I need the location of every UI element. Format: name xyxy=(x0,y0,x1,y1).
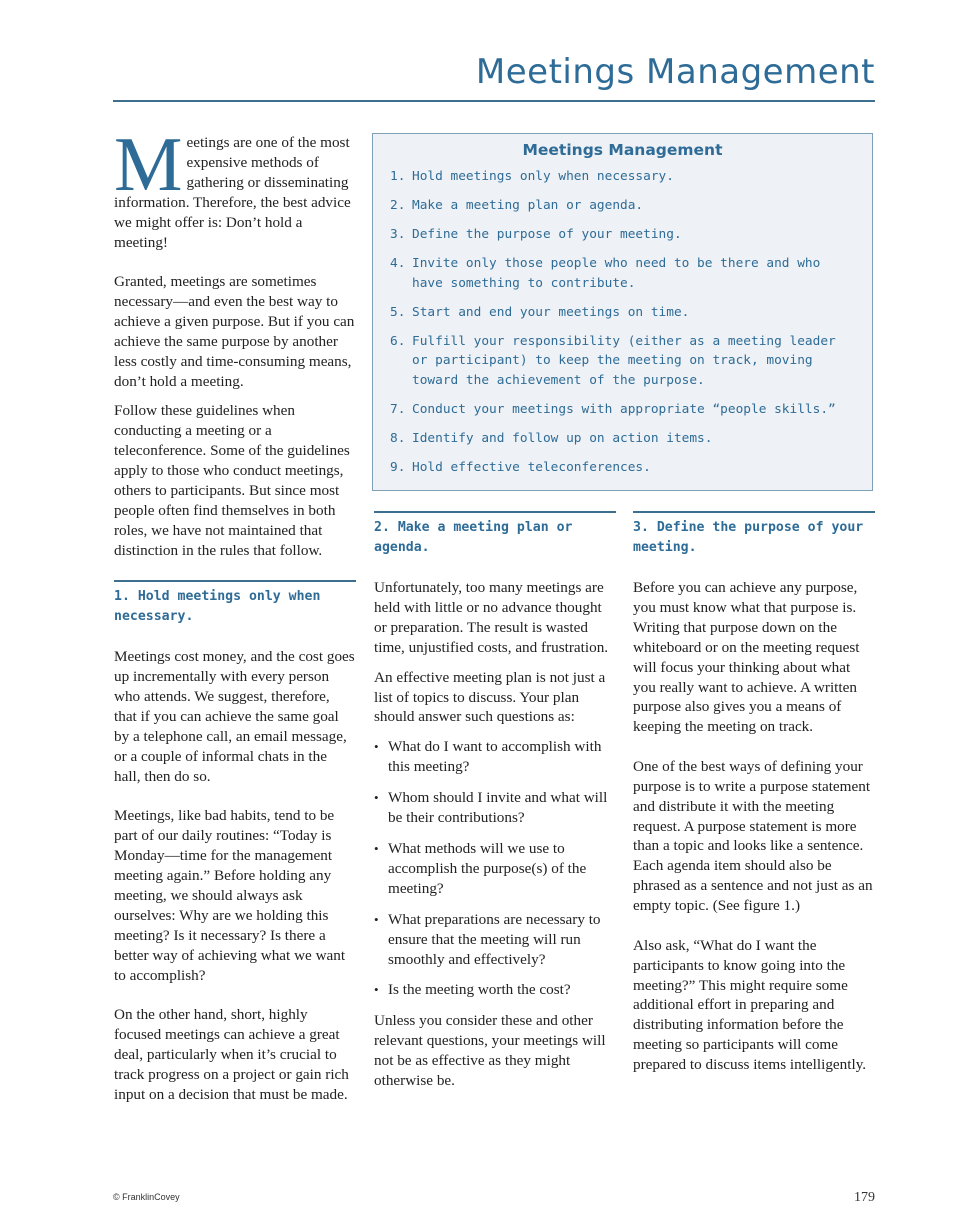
section-1-paragraph: Meetings, like bad habits, tend to be part of our daily routines: “Today is Monday—time for the management meeting again.” Before holding any meeting, we should always ask ourselves: Why are we holding this meeting? Is it necessary? Is there a better way of achieving what we want to accomplish? xyxy=(114,807,346,984)
question-list-item: • Is the meeting worth the cost? xyxy=(374,980,616,1000)
item-number: 9. xyxy=(390,459,406,475)
item-text: Start and end your meetings on time. xyxy=(412,304,690,320)
summary-list-item xyxy=(390,458,858,478)
intro-paragraph-3: Follow these guidelines when conducting a meeting or a teleconference. Some of the guidelines apply to those who conduct meetings, others to participants. But since most people often find themselves in both roles, we have not maintained that distinction in the rules that follow. xyxy=(114,402,350,559)
summary-list-item xyxy=(390,303,858,323)
section-3-paragraph: One of the best ways of defining your purpose is to write a purpose statement and distribute it with the meeting request. A purpose statement is more than a topic and looks like a sentence. Each agenda item should also be phrased as a sentence and not just as an empty topic. (See figure 1.) xyxy=(633,757,873,915)
drop-cap: M xyxy=(114,121,183,207)
item-text: Hold meetings only when necessary. xyxy=(412,169,674,184)
page-number: 179 xyxy=(854,1190,875,1205)
summary-box-title: Meetings Management xyxy=(522,141,723,159)
item-number: 1. xyxy=(390,169,406,184)
footer-brand: © FranklinCovey xyxy=(113,1192,180,1202)
section-3-paragraph: Before you can achieve any purpose, you must know what that purpose is. Writing that purpose down on the whiteboard or on the meeting request will focus your thinking about what you really want to achieve. A written purpose also gives you a means of keeping the meeting on track. xyxy=(633,579,860,736)
summary-list-item xyxy=(390,254,858,293)
intro-paragraph-2: Granted, meetings are sometimes necessary—and even the best way to achieve a given purpose. But if you can achieve the same purpose by another less costly and time-consuming means, don’t hold a meeting. xyxy=(114,273,355,390)
section-1-paragraph: Meetings cost money, and the cost goes up incrementally with every person who attends. We suggest, therefore, that if you can achieve the same goal by a telephone call, an email message, or a couple of informal chats in the hall, then do so. xyxy=(114,648,355,785)
section-2-paragraph: Unfortunately, too many meetings are held with little or no advance thought or preparation. The result is wasted time, unjustified costs, and frustration. xyxy=(374,579,609,656)
item-number: 5. xyxy=(390,304,406,320)
section-3-paragraph: Also ask, “What do I want the participants to know going into the meeting?” This might require some additional effort in preparing and distributing information before the meeting so participants will come prepared to discuss items intelligently. xyxy=(633,936,867,1074)
summary-list xyxy=(373,167,872,477)
question-list-item: • What preparations are necessary to ensure that the meeting will run smoothly and effectively? xyxy=(374,910,616,970)
section-3-heading: 3. Define the purpose of your meeting. xyxy=(633,511,875,558)
section-2-heading: 2. Make a meeting plan or agenda. xyxy=(374,511,616,558)
column-middle xyxy=(374,511,616,1111)
summary-list-item xyxy=(390,400,858,420)
page-title: Meetings Management xyxy=(475,52,875,92)
section-1-paragraph: On the other hand, short, highly focused meetings can achieve a great deal, particularly when it’s crucial to track progress on a project or gain rich input on a decision that must be made. xyxy=(114,1006,349,1103)
question-list-item: • What do I want to accomplish with this meeting? xyxy=(374,737,616,777)
intro-paragraph xyxy=(114,121,356,252)
summary-list-item xyxy=(390,196,858,216)
item-number: 7. xyxy=(390,401,406,417)
summary-list-item xyxy=(390,332,858,391)
summary-list-item xyxy=(390,167,858,187)
item-text: Invite only those people who need to be there and who have something to contribute. xyxy=(412,255,821,291)
item-number: 4. xyxy=(390,255,406,271)
item-text: Make a meeting plan or agenda. xyxy=(412,197,644,213)
item-number: 3. xyxy=(390,226,406,242)
column-left xyxy=(114,121,356,1124)
title-divider xyxy=(113,100,875,102)
item-text: Identify and follow up on action items. xyxy=(412,430,713,446)
item-text: Conduct your meetings with appropriate “people skills.” xyxy=(412,401,836,417)
item-text: Fulfill your responsibility (either as a meeting leader or participant) to keep the meeting on track, moving toward the achievement of the purpose. xyxy=(412,333,836,388)
question-list xyxy=(374,737,616,1000)
summary-list-item xyxy=(390,429,858,449)
item-number: 6. xyxy=(390,333,406,349)
question-list-item: • What methods will we use to accomplish the purpose(s) of the meeting? xyxy=(374,839,616,899)
item-number: 2. xyxy=(390,197,406,213)
section-1-heading: 1. Hold meetings only when necessary. xyxy=(114,580,356,627)
section-2-closing: Unless you consider these and other relevant questions, your meetings will not be as effective as they might otherwise be. xyxy=(374,1012,606,1090)
question-list-item: • Whom should I invite and what will be their contributions? xyxy=(374,788,616,828)
summary-list-item xyxy=(390,225,858,245)
section-2-paragraph: An effective meeting plan is not just a list of topics to discuss. Your plan should answer such questions as: xyxy=(374,668,606,726)
item-text: Hold effective teleconferences. xyxy=(412,459,651,475)
item-text: Define the purpose of your meeting. xyxy=(412,226,682,242)
column-right xyxy=(633,511,875,1095)
intro-lead: eetings are one of the most expensive methods of gathering or disseminating information. Therefore, the best advice we might offer is: Don’t hold a meeting! xyxy=(114,134,351,251)
summary-box xyxy=(372,133,873,491)
item-number: 8. xyxy=(390,430,406,446)
